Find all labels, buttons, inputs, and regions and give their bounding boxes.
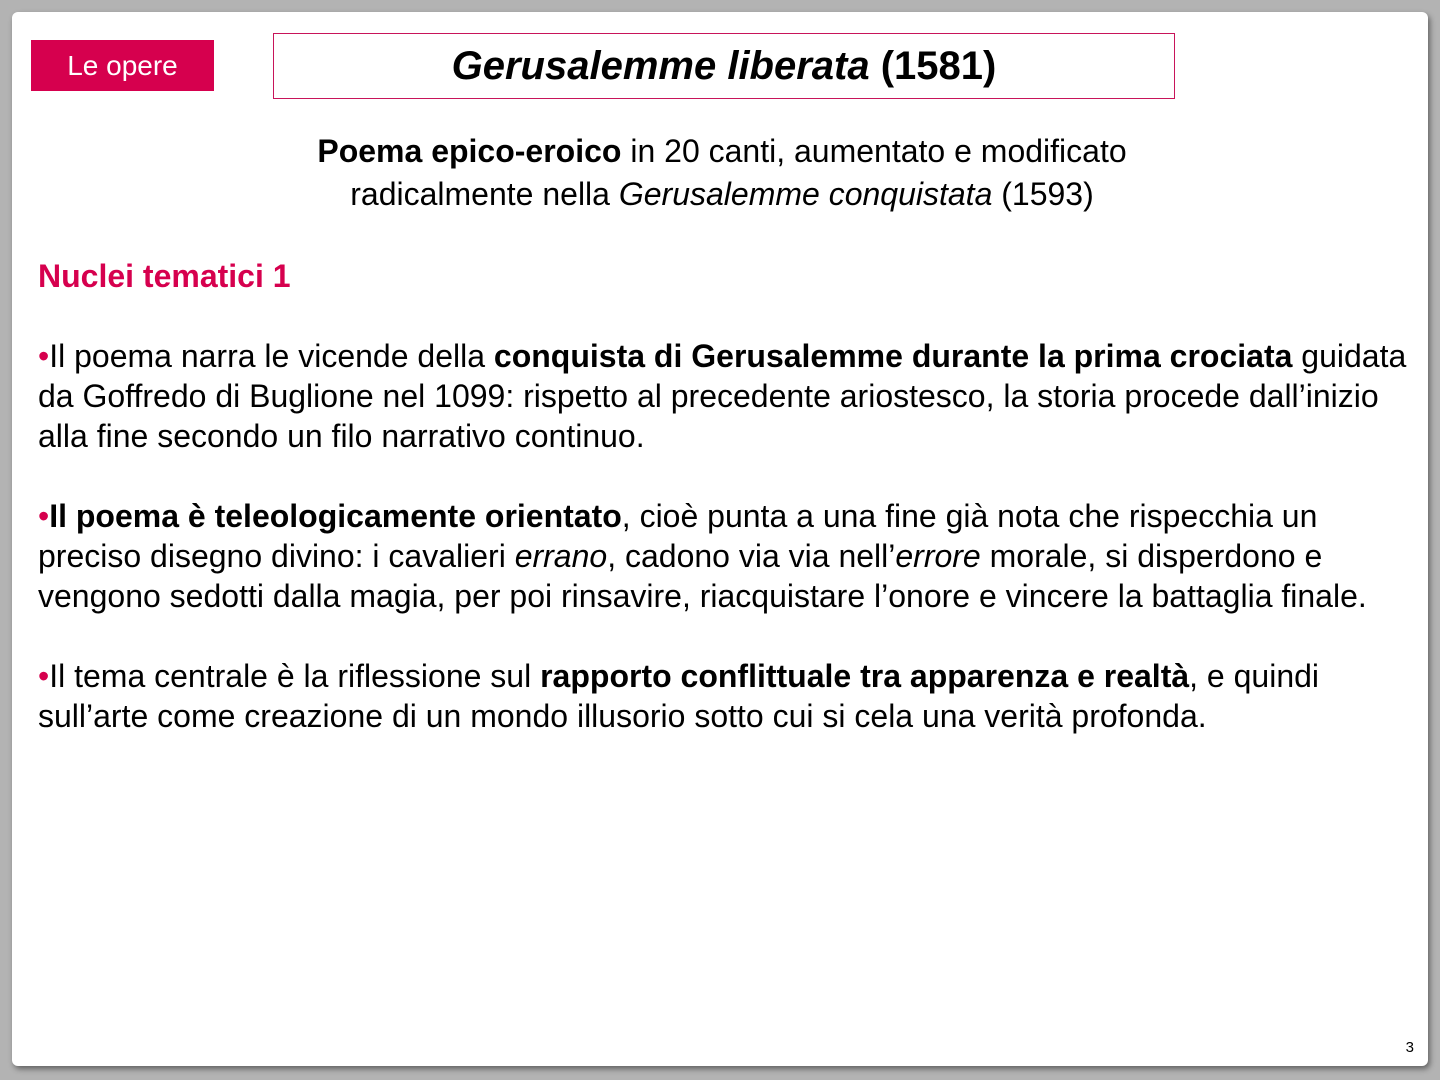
body-text <box>38 336 1408 776</box>
section-tag: Le opere <box>31 40 214 91</box>
slide <box>12 12 1428 1066</box>
paragraph-3-text-1: Il tema centrale è la riflessione sul <box>49 658 541 694</box>
paragraph-2-text-1: , cioè punta a una fine già nota che rispecchia un preciso disegno divino: i cavalieri <box>38 498 1318 574</box>
subtitle-bold: Poema epico-eroico <box>317 133 622 169</box>
subtitle-text-1: in 20 canti, aumentato e modificato <box>621 133 1127 169</box>
paragraph-1 <box>38 336 1408 456</box>
paragraph-2-italic-1: errano <box>514 538 608 574</box>
subtitle <box>12 130 1428 216</box>
bullet-2: • <box>38 498 50 534</box>
slide-title <box>273 33 1175 99</box>
paragraph-3 <box>38 656 1408 736</box>
title-italic: Gerusalemme liberata <box>451 44 870 88</box>
title-year: (1581) <box>869 44 997 88</box>
bullet-3: • <box>38 658 50 694</box>
paragraph-3-bold-1: rapporto conflittuale tra apparenza e realtà <box>540 658 1190 694</box>
paragraph-1-text-2: guidata da Goffredo di Buglione nel 1099: rispetto al precedente ariostesco, la storia procede dall’inizio alla fine secondo un filo narrativo continuo. <box>38 338 1407 454</box>
paragraph-1-bold-1: conquista di Gerusalemme durante la prima crociata <box>493 338 1293 374</box>
paragraph-2 <box>38 496 1408 616</box>
bullet-1: • <box>38 338 50 374</box>
paragraph-2-bold-1: Il poema è teleologicamente orientato <box>49 498 622 534</box>
section-heading: Nuclei tematici 1 <box>38 258 291 294</box>
page-number: 3 <box>1405 1039 1414 1056</box>
paragraph-2-text-2: , cadono via via nell’ <box>607 538 896 574</box>
paragraph-2-italic-2: errore <box>895 538 981 574</box>
paragraph-1-text-1: Il poema narra le vicende della <box>49 338 494 374</box>
subtitle-text-2: radicalmente nella <box>350 176 619 212</box>
paragraph-2-text-3: morale, si disperdono e vengono sedotti dalla magia, per poi rinsavire, riacquistare l’onore e vincere la battaglia finale. <box>38 538 1367 614</box>
subtitle-italic: Gerusalemme conquistata <box>618 176 993 212</box>
paragraph-3-text-2: , e quindi sull’arte come creazione di un mondo illusorio sotto cui si cela una verità profonda. <box>38 658 1320 734</box>
subtitle-text-3: (1593) <box>992 176 1094 212</box>
